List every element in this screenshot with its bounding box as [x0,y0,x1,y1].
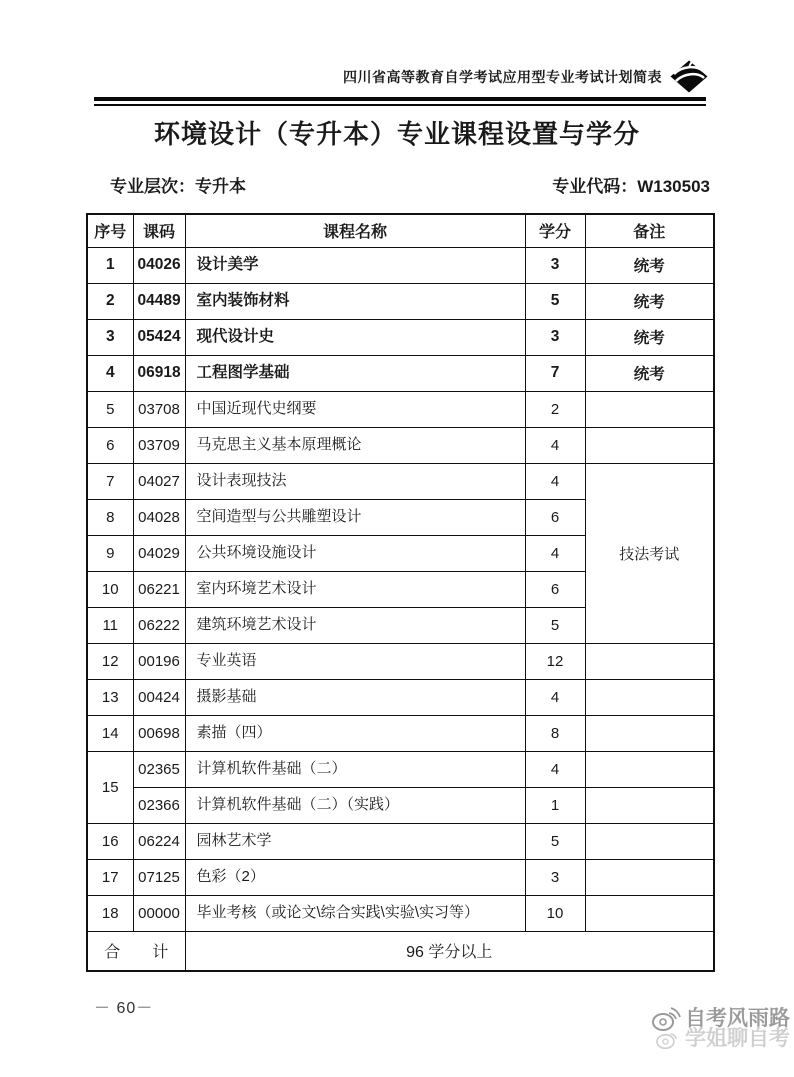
cell-credits: 12 [525,643,585,679]
cell-credits: 1 [525,787,585,823]
cell-code: 00000 [133,895,185,931]
cell-no: 8 [87,499,133,535]
table-row [87,463,714,499]
cell-no: 3 [87,319,133,355]
cell-no: 6 [87,427,133,463]
cell-note [585,427,714,463]
cell-credits: 4 [525,535,585,571]
watermark [570,1006,790,1050]
meta-row [110,172,710,197]
cell-note: 统考 [585,355,714,391]
cell-no: 4 [87,355,133,391]
course-table-body [87,247,714,931]
major-code-label: 专业代码：W130503 [552,177,710,196]
cell-name: 公共环境设施设计 [185,535,525,571]
cell-name: 专业英语 [185,643,525,679]
cell-note [585,859,714,895]
total-value: 96 学分以上 [185,931,714,971]
course-table [86,213,715,972]
table-row [87,715,714,751]
watermark-text-2: 学姐聊自考 [685,1027,790,1050]
cell-note: 统考 [585,247,714,283]
watermark-text-1: 自考风雨路 [685,1006,790,1030]
table-row [87,859,714,895]
cell-name: 园林艺术学 [185,823,525,859]
cell-no: 9 [87,535,133,571]
cell-note [585,391,714,427]
cell-name: 素描（四） [185,715,525,751]
page-number: － 60－ [94,1000,154,1017]
cell-no: 12 [87,643,133,679]
column-header-note: 备注 [585,214,714,247]
cell-code: 05424 [133,319,185,355]
cell-credits: 5 [525,607,585,643]
cell-note [585,895,714,931]
total-label: 合 计 [87,931,185,971]
cell-code: 04026 [133,247,185,283]
cell-note [585,823,714,859]
cell-code: 03709 [133,427,185,463]
cell-code: 06222 [133,607,185,643]
cell-note: 统考 [585,319,714,355]
cell-name: 空间造型与公共雕塑设计 [185,499,525,535]
cell-no: 15 [87,751,133,823]
cell-credits: 2 [525,391,585,427]
table-row [87,643,714,679]
cell-credits: 5 [525,283,585,319]
cell-credits: 8 [525,715,585,751]
cell-code: 02366 [133,787,185,823]
cell-name: 设计美学 [185,247,525,283]
table-row [87,391,714,427]
watermark-line2 [570,1028,790,1050]
major-level-label: 专业层次：专升本 [110,177,246,196]
cell-credits: 3 [525,859,585,895]
cell-name: 计算机软件基础（二）（实践） [185,787,525,823]
cell-credits: 10 [525,895,585,931]
cell-code: 06221 [133,571,185,607]
table-row [87,247,714,283]
cell-name: 中国近现代史纲要 [185,391,525,427]
table-row [87,679,714,715]
cell-note [585,751,714,787]
cell-name: 建筑环境艺术设计 [185,607,525,643]
page-title: 环境设计（专升本）专业课程设置与学分 [153,119,640,149]
cell-credits: 6 [525,499,585,535]
cell-code: 03708 [133,391,185,427]
table-row [87,427,714,463]
document-header [343,60,708,93]
cell-credits: 4 [525,463,585,499]
column-header-credits: 学分 [525,214,585,247]
cell-code: 04028 [133,499,185,535]
cell-credits: 4 [525,679,585,715]
table-row [87,895,714,931]
weibo-icon-light [655,1028,681,1050]
cell-name: 工程图学基础 [185,355,525,391]
cell-code: 07125 [133,859,185,895]
cell-name: 马克思主义基本原理概论 [185,427,525,463]
cell-note [585,787,714,823]
course-table-header [87,214,714,247]
cell-credits: 5 [525,823,585,859]
total-row [87,931,714,971]
cell-no: 2 [87,283,133,319]
cell-note [585,679,714,715]
table-row [87,283,714,319]
cell-name: 摄影基础 [185,679,525,715]
header-double-rule [94,97,706,106]
cell-code: 06224 [133,823,185,859]
cell-credits: 3 [525,319,585,355]
cell-no: 14 [87,715,133,751]
table-row [87,751,714,787]
column-header-code: 课码 [133,214,185,247]
zikao-emblem-icon [670,60,708,93]
table-row [87,355,714,391]
cell-no: 5 [87,391,133,427]
header-row [87,214,714,247]
cell-note: 统考 [585,283,714,319]
table-row [87,823,714,859]
cell-name: 计算机软件基础（二） [185,751,525,787]
cell-no: 16 [87,823,133,859]
cell-name: 设计表现技法 [185,463,525,499]
cell-no: 13 [87,679,133,715]
cell-no: 18 [87,895,133,931]
table-row [87,787,714,823]
cell-name: 毕业考核（或论文\综合实践\实验\实习等） [185,895,525,931]
cell-code: 06918 [133,355,185,391]
cell-code: 00698 [133,715,185,751]
cell-credits: 4 [525,751,585,787]
cell-name: 室内环境艺术设计 [185,571,525,607]
header-caption: 四川省高等教育自学考试应用型专业考试计划简表 [343,68,662,85]
cell-credits: 6 [525,571,585,607]
cell-name: 室内装饰材料 [185,283,525,319]
cell-name: 现代设计史 [185,319,525,355]
cell-no: 7 [87,463,133,499]
column-header-no: 序号 [87,214,133,247]
course-table-footer [87,931,714,971]
cell-code: 00196 [133,643,185,679]
cell-code: 04027 [133,463,185,499]
cell-code: 04489 [133,283,185,319]
cell-name: 色彩（2） [185,859,525,895]
cell-credits: 7 [525,355,585,391]
cell-no: 17 [87,859,133,895]
cell-no: 1 [87,247,133,283]
cell-code: 00424 [133,679,185,715]
cell-note: 技法考试 [585,463,714,643]
cell-no: 11 [87,607,133,643]
cell-note [585,643,714,679]
column-header-name: 课程名称 [185,214,525,247]
cell-code: 04029 [133,535,185,571]
cell-code: 02365 [133,751,185,787]
cell-no: 10 [87,571,133,607]
cell-credits: 3 [525,247,585,283]
table-row [87,319,714,355]
cell-note [585,715,714,751]
cell-credits: 4 [525,427,585,463]
